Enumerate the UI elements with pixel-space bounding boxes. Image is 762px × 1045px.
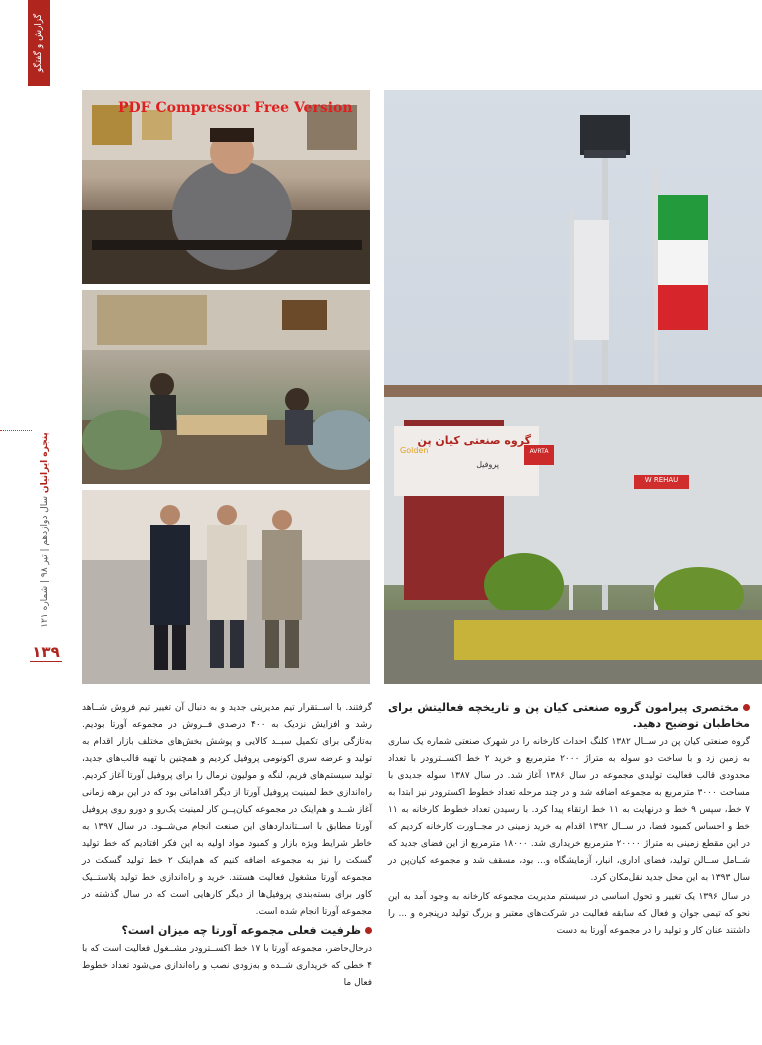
paragraph-growth: گرفتند. با اســتقرار تیم مدیریتی جدید و به دنبال آن تغییر تیم فروش شــاهد رشد و افزایش نزدیک به ۴۰۰ درصدی فــروش در مجموعه آورتا بودیم. به‌تازگی برای تکمیل سبــد کالایی و پوشش بخش‌های مختلف بازار اقدام به تولید و عرضه سری اکونومی پروفیل کردیم و همچنین با تهیه قالب‌های جدید، تولید سیستم‌های فریم، لنگه و مولیون نرمال را برای پروفیل آورتا آغاز کردیم. راه‌اندازی خط لمینیت پروفیل آورتا از دیگر اقداماتی بود که در این برهه زمانی آغاز شــد و هم‌اینک در مجموعه کیان‌پــن کار لمینیت یک‌رو و دورو روی پروفیل آورتا مطابق با اســتانداردهای این صنعت انجام می‌شــود. در سال ۱۳۹۷ به خاطر شرایط ویژه بازار و کمبود مواد اولیه به این فکر افتادیم که خط تولید گسکت را نیز به مجموعه اضافه کنیم که هم‌اینک ۲ خط تولید گسکت در مجموعه آورتا مشغول فعالیت هستند. خرید و راه‌اندازی خط تولید پلاستــیک کاور برای بسته‌بندی پروفیل‌ها از دیگر کارهایی است که در سال گذشته در مجموعه آورتا انجام شده است. bbox=[82, 703, 372, 917]
team-photo-graphic bbox=[82, 490, 370, 684]
factory-sign bbox=[394, 426, 539, 496]
watermark: PDF Compressor Free Version bbox=[118, 100, 353, 116]
heading-capacity-text: ظرفیت فعلی مجموعه آورتا چه میزان است؟ bbox=[121, 924, 361, 937]
page-number: ۱۳۹ bbox=[30, 643, 62, 662]
sign-subtitle: پروفیل bbox=[476, 460, 499, 469]
heading-history bbox=[388, 700, 750, 732]
photo-office-manager bbox=[82, 90, 370, 284]
photo-meeting-room bbox=[82, 290, 370, 484]
sign-brand: Golden bbox=[400, 446, 429, 455]
issue-info: سال دوازدهم | تیر ۹۸ | شماره ۱۲۱ bbox=[40, 495, 50, 628]
heading-history-text: مختصری پیرامون گروه صنعتی کیان پن و تاریخچه فعالیتش برای مخاطبان توضیح دهید. bbox=[388, 701, 750, 730]
photo-factory-exterior bbox=[384, 90, 762, 684]
bullet-icon bbox=[365, 927, 372, 934]
sidebar-divider bbox=[0, 430, 32, 431]
magazine-info-text bbox=[40, 432, 50, 628]
paragraph-history: گروه صنعتی کیان پن در ســال ۱۳۸۲ کلنگ احداث کارخانه را در شهرک صنعتی شماره یک ساری به زمین زد و با ساخت دو سوله به متراژ ۲۰۰۰ مترمربع و خرید ۲ خط اکســترودر با تعداد محدودی قالب فعالیت تولیدی مجموعه در سال ۱۳۸۶ آغاز شد. در سال ۱۳۸۷ سوله جدیدی با مساحت ۳۰۰۰ مترمربع به مجموعه اضافه شد و در چند مرحله تعداد خطوط اکسترودر نیز ابتدا به ۷ خط، سپس ۹ خط و درنهایت به ۱۱ خط ارتقاء پیدا کرد. با رسیدن تعداد خطوط کارخانه به ۱۱ خط و احساس کمبود فضا، در ســال ۱۳۹۲ اقدام به خرید زمینی در مجــاورت کارخانه کردیم که در این مقطع زمینی به متراژ ۲۰۰۰۰ مترمربع خریداری شد. ۱۸۰۰۰ مترمربع از این فضای جدید که شــامل ســالن تولید، فضای اداری، انبار، آزمایشگاه و... بود، مسقف شد و مجموعه کیان‌پن در سال ۱۳۹۳ به این محل جدید نقل‌مکان کرد. bbox=[388, 737, 751, 883]
paragraph-capacity: درحال‌حاضر، مجموعه آورتا با ۱۷ خط اکســترودر مشــغول فعالیت است که با ۴ خطی که خریداری شــده و به‌زودی نصب و راه‌اندازی می‌شود تعداد خطوط فعال ما bbox=[82, 944, 372, 988]
section-label: گزارش و گفتگو bbox=[34, 13, 44, 73]
magazine-info bbox=[38, 430, 52, 630]
article-column-right bbox=[388, 700, 750, 942]
meeting-photo-graphic bbox=[82, 290, 370, 484]
sign-tag: AVRTA bbox=[529, 448, 549, 455]
magazine-name: پنجره ایرانیان bbox=[40, 432, 50, 494]
article-column-left bbox=[82, 700, 372, 994]
section-tab bbox=[28, 0, 50, 86]
sign-title: گروه صنعتی کیان پن bbox=[417, 434, 531, 447]
factory-photo-graphic bbox=[384, 90, 762, 684]
building-sign: W REHAU bbox=[644, 476, 679, 484]
bullet-icon bbox=[743, 704, 750, 711]
paragraph-management: در سال ۱۳۹۶ یک تغییر و تحول اساسی در سیستم مدیریت مجموعه کارخانه به وجود آمد به این نحو که تیمی جوان و فعال که سابقه فعالیت در شرکت‌های معتبر و بزرگ تولید درپنجره و ... را داشتند عنان کار و تولید را در مجموعه آورتا به دست bbox=[388, 892, 750, 936]
office-photo-graphic bbox=[82, 90, 370, 284]
photo-factory-team bbox=[82, 490, 370, 684]
heading-capacity bbox=[82, 923, 372, 939]
